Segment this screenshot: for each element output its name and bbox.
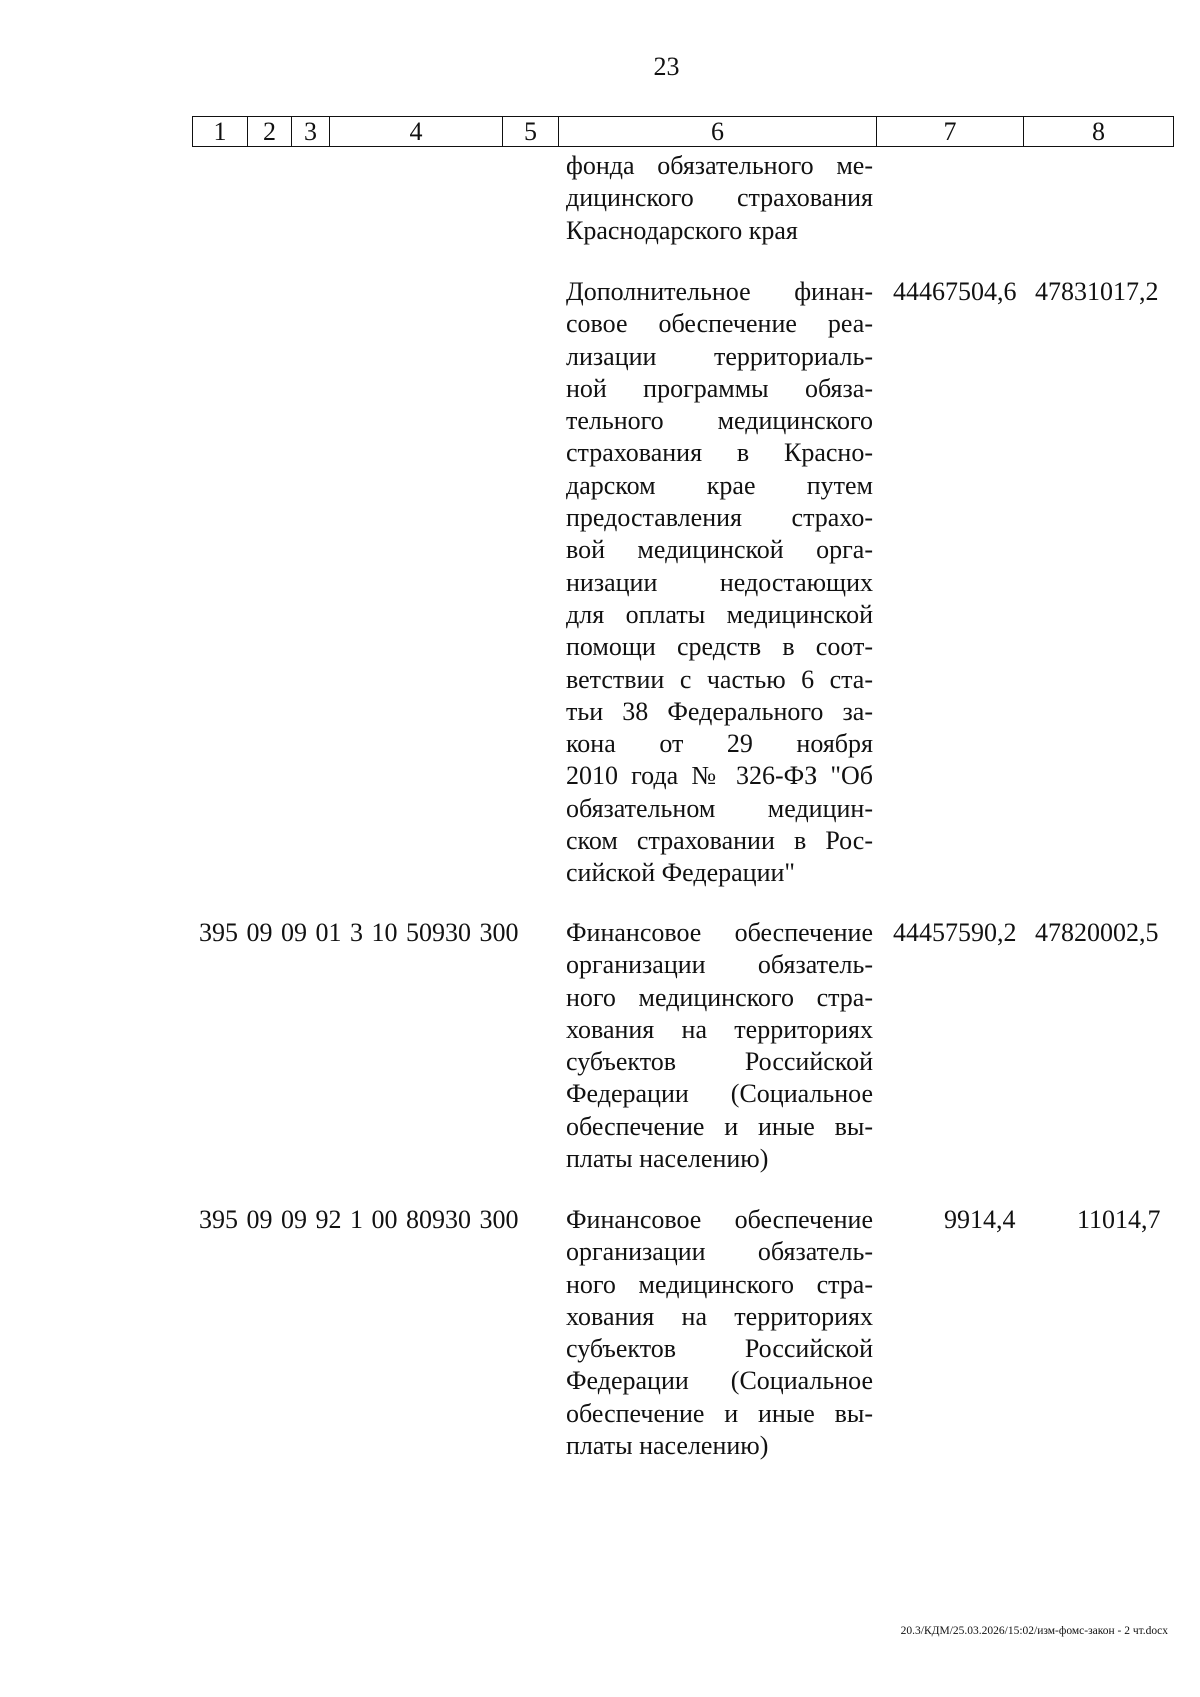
text-line: кона от 29 ноября xyxy=(566,729,873,759)
text-line: совое обеспечение реа- xyxy=(566,309,873,339)
text-line: сийской Федерации" xyxy=(566,858,796,888)
text-line: Дополнительное финан- xyxy=(566,277,873,306)
row-3-value-col7: 9914,4 xyxy=(944,1205,1016,1234)
text-line: хования на территориях xyxy=(566,1301,873,1331)
column-header-7: 7 xyxy=(877,117,1024,147)
row-2-value-col7: 44457590,2 xyxy=(893,918,1017,947)
row-3-budget-codes: 395 09 09 92 1 00 80930 300 xyxy=(199,1205,519,1234)
text-line: дарском крае путем xyxy=(566,470,873,500)
row-2-budget-codes: 395 09 09 01 3 10 50930 300 xyxy=(199,918,519,947)
text-line: страхования в Красно- xyxy=(566,438,873,468)
text-line: Финансовое обеспечение xyxy=(566,1205,873,1234)
document-footer-path: 20.3/КДМ/25.03.2026/15:02/изм-фомс-закон - 2 чт.docx xyxy=(900,1625,1168,1637)
text-line: ветствии с частью 6 ста- xyxy=(566,664,873,694)
text-line: Финансовое обеспечение xyxy=(566,918,873,947)
text-line: Федерации (Социальное xyxy=(566,1366,873,1396)
text-line: ском страховании в Рос- xyxy=(566,826,873,856)
text-line: тельного медицинского xyxy=(566,406,873,436)
row-description-additional-financing xyxy=(566,276,873,890)
text-line: помощи средств в соот- xyxy=(566,632,873,662)
text-line: субъектов Российской xyxy=(566,1047,873,1077)
text-line: тьи 38 Федерального за- xyxy=(566,696,873,726)
text-line: низации недостающих xyxy=(566,567,873,597)
text-line: обеспечение и иные вы- xyxy=(566,1111,873,1141)
text-line: для оплаты медицинской xyxy=(566,599,873,629)
text-line: организации обязатель- xyxy=(566,950,873,980)
text-line: обязательном медицин- xyxy=(566,793,873,823)
text-line: предоставления страхо- xyxy=(566,503,873,533)
row-2-value-col8: 47820002,5 xyxy=(1035,918,1159,947)
text-line: хования на территориях xyxy=(566,1014,873,1044)
row-3-value-col8: 11014,7 xyxy=(1077,1205,1161,1234)
column-header-2: 2 xyxy=(248,117,292,147)
text-line: лизации территориаль- xyxy=(566,341,873,371)
text-line: Федерации (Социальное xyxy=(566,1079,873,1109)
text-line: дицинского страхования xyxy=(566,183,873,213)
text-line: Краснодарского края xyxy=(566,215,798,245)
continued-description xyxy=(566,150,873,247)
row-description-financing-oms-1 xyxy=(566,917,873,1175)
text-line: обеспечение и иные вы- xyxy=(566,1398,873,1428)
page-number: 23 xyxy=(653,52,680,81)
column-header-6: 6 xyxy=(559,117,877,147)
text-line: субъектов Российской xyxy=(566,1334,873,1364)
text-line: ного медицинского стра- xyxy=(566,1269,873,1299)
text-line: платы населению) xyxy=(566,1431,769,1461)
column-header-5: 5 xyxy=(503,117,559,147)
row-1-value-col7: 44467504,6 xyxy=(893,277,1017,306)
text-line: 2010 года № 326-ФЗ "Об xyxy=(566,761,873,791)
column-header-1: 1 xyxy=(193,117,248,147)
text-line: платы населению) xyxy=(566,1144,769,1174)
text-line: вой медицинской орга- xyxy=(566,535,873,565)
text-line: ной программы обяза- xyxy=(566,373,873,403)
row-1-value-col8: 47831017,2 xyxy=(1035,277,1159,306)
row-description-financing-oms-2 xyxy=(566,1204,873,1462)
column-header-3: 3 xyxy=(292,117,330,147)
text-line: фонда обязательного ме- xyxy=(566,151,873,180)
column-header-8: 8 xyxy=(1024,117,1174,147)
column-number-header xyxy=(192,116,1174,147)
text-line: ного медицинского стра- xyxy=(566,982,873,1012)
text-line: организации обязатель- xyxy=(566,1237,873,1267)
column-header-4: 4 xyxy=(330,117,503,147)
